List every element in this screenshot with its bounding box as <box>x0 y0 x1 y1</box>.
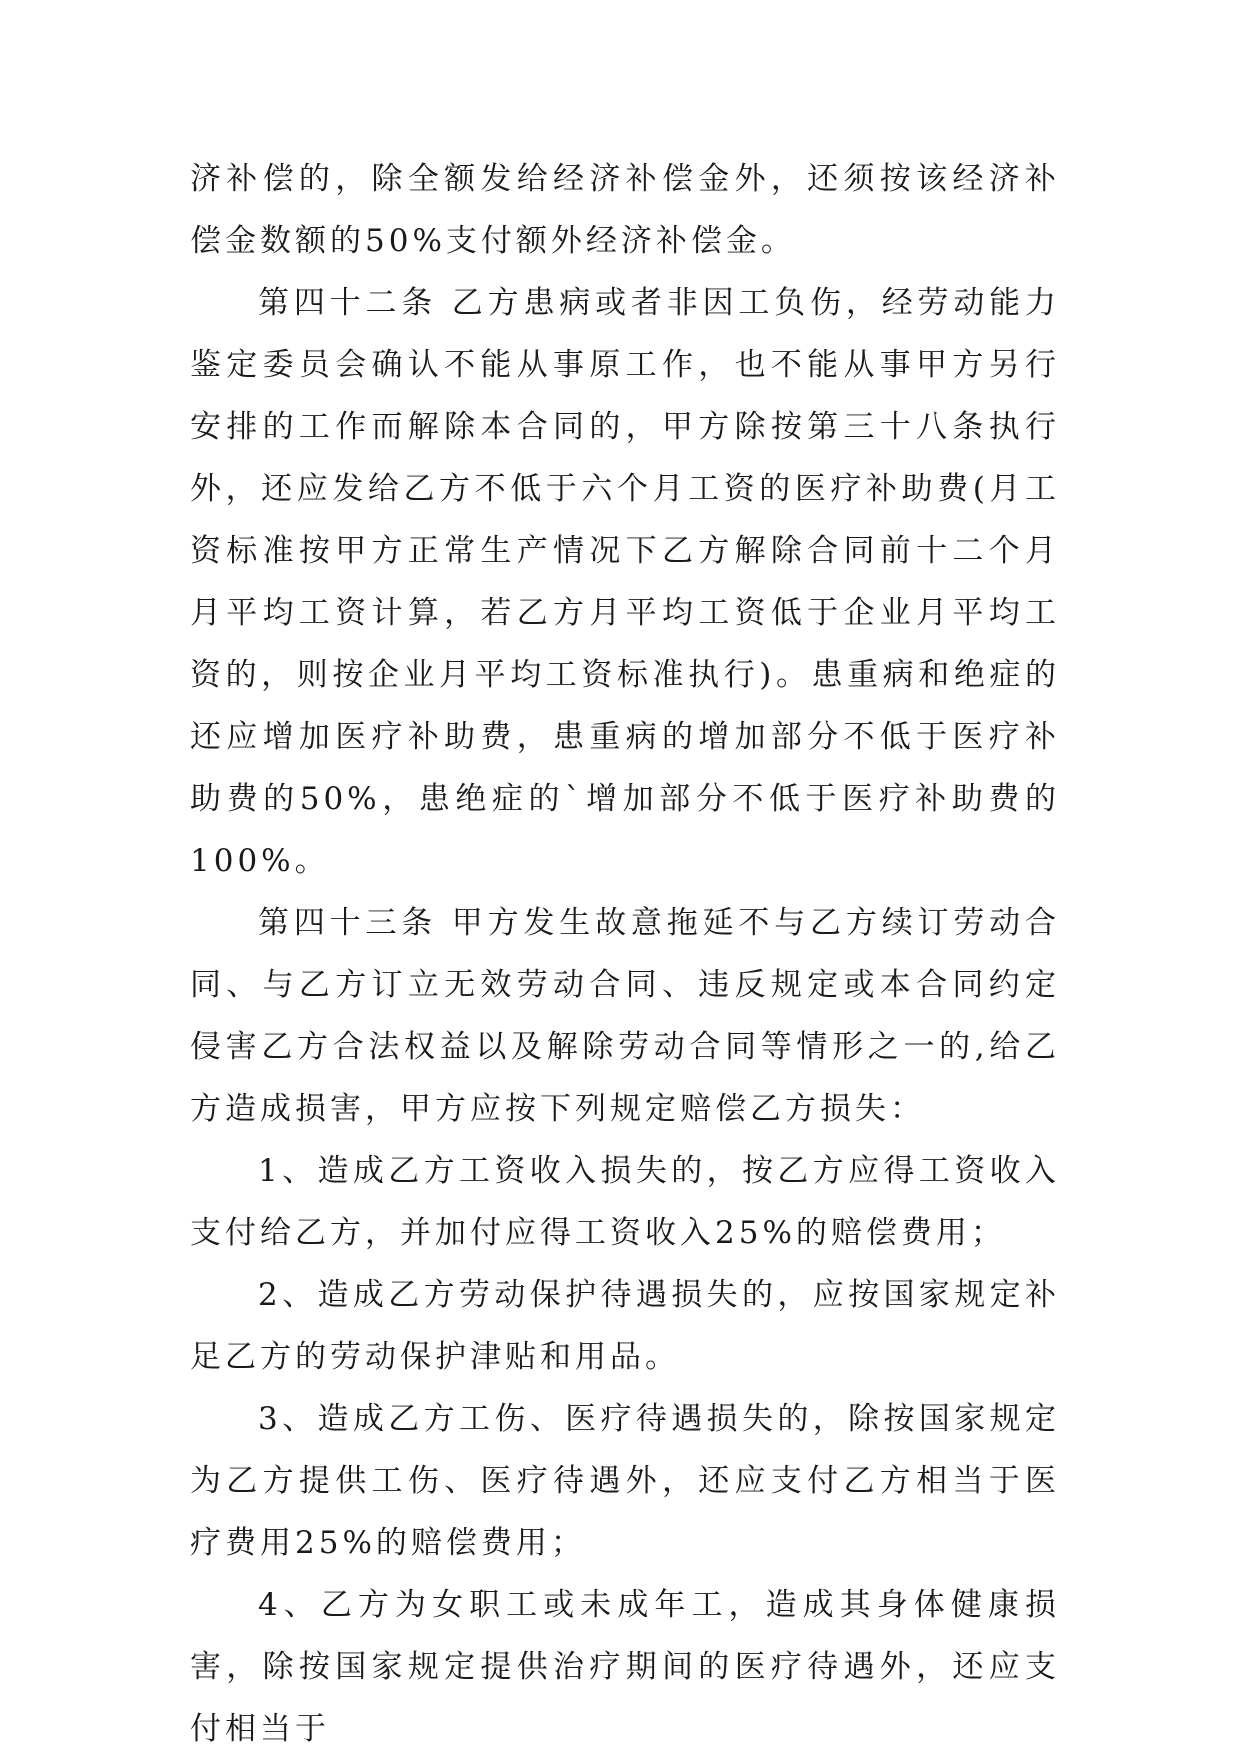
paragraph-article-42: 第四十二条 乙方患病或者非因工负伤，经劳动能力鉴定委员会确认不能从事原工作，也不能从事甲方另行安排的工作而解除本合同的，甲方除按第三十八条执行外，还应发给乙方不低于六个月工资的医疗补助费(月工资标准按甲方正常生产情况下乙方解除合同前十二个月月平均工资计算，若乙方月平均工资低于企业月平均工资的，则按企业月平均工资标准执行)。患重病和绝症的还应增加医疗补助费，患重病的增加部分不低于医疗补助费的50%，患绝症的`增加部分不低于医疗补助费的100%。 <box>190 285 1060 879</box>
document-body <box>190 148 1060 1760</box>
list-item-2: 2、造成乙方劳动保护待遇损失的，应按国家规定补足乙方的劳动保护津贴和用品。 <box>190 1277 1060 1375</box>
paragraph-article-43: 第四十三条 甲方发生故意拖延不与乙方续订劳动合同、与乙方订立无效劳动合同、违反规定或本合同约定侵害乙方合法权益以及解除劳动合同等情形之一的,给乙方造成损害，甲方应按下列规定赔偿乙方损失： <box>190 905 1060 1127</box>
list-item-3: 3、造成乙方工伤、医疗待遇损失的，除按国家规定为乙方提供工伤、医疗待遇外，还应支付乙方相当于医疗费用25%的赔偿费用； <box>190 1401 1060 1561</box>
paragraph-compensation-continued: 济补偿的，除全额发给经济补偿金外，还须按该经济补偿金数额的50%支付额外经济补偿金。 <box>190 161 1060 259</box>
list-item-4: 4、乙方为女职工或未成年工，造成其身体健康损害，除按国家规定提供治疗期间的医疗待遇外，还应支付相当于 <box>190 1587 1060 1747</box>
list-item-1: 1、造成乙方工资收入损失的，按乙方应得工资收入支付给乙方，并加付应得工资收入25%的赔偿费用； <box>190 1153 1060 1251</box>
